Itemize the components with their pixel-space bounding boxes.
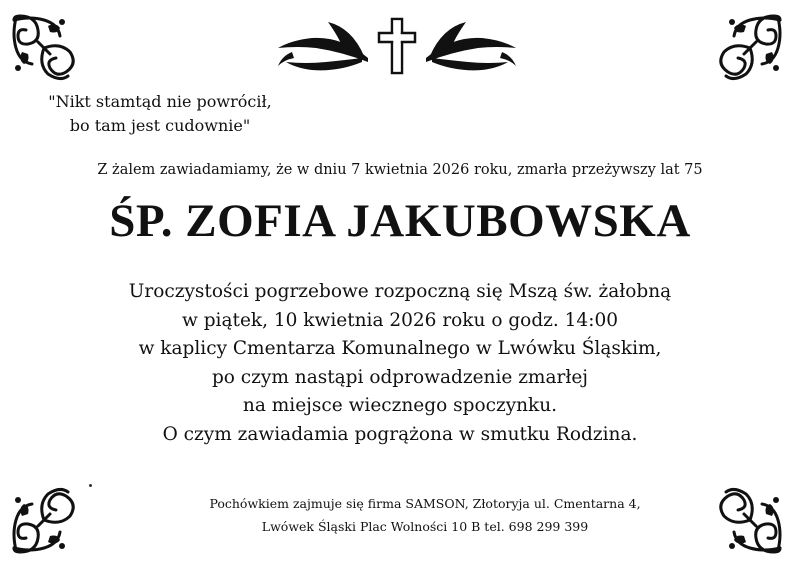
quote-line-1: "Nikt stamtąd nie powrócił, xyxy=(48,92,272,111)
funeral-details-line: na miejsce wiecznego spoczynku. xyxy=(242,395,558,416)
funeral-details xyxy=(0,278,800,449)
funeral-details-line: O czym zawiadamia pogrążona w smutku Rodzina. xyxy=(162,423,638,445)
funeral-home-line-2: Lwówek Śląski Plac Wolności 10 B tel. 698 299 399 xyxy=(261,519,589,534)
epitaph-quote xyxy=(30,90,290,138)
flourish-corner-icon xyxy=(714,484,786,556)
funeral-details-line: w kaplicy Cmentarza Komunalnego w Lwówku Śląskim, xyxy=(138,338,662,359)
flourish-corner-icon xyxy=(8,484,80,556)
flourish-corner-icon xyxy=(714,12,786,84)
funeral-details-line: w piątek, 10 kwietnia 2026 roku o godz. 14:00 xyxy=(182,309,618,331)
funeral-details-line: Uroczystości pogrzebowe rozpoczną się Mszą św. żałobną xyxy=(128,281,672,302)
funeral-home-info xyxy=(190,492,660,538)
cross-icon xyxy=(379,19,415,73)
deceased-name: ŚP. ZOFIA JAKUBOWSKA xyxy=(109,195,691,247)
top-ornament xyxy=(272,16,522,80)
funeral-details-line: po czym nastąpi odprowadzenie zmarłej xyxy=(211,366,589,388)
quote-line-2: bo tam jest cudownie" xyxy=(69,116,251,135)
announcement-intro: Z żalem zawiadamiamy, że w dniu 7 kwietnia 2026 roku, zmarła przeżywszy lat 75 xyxy=(97,162,703,178)
flourish-corner-icon xyxy=(8,12,80,84)
speck xyxy=(89,484,92,487)
funeral-home-line-1: Pochówkiem zajmuje się firma SAMSON, Złotoryja ul. Cmentarna 4, xyxy=(209,496,641,511)
